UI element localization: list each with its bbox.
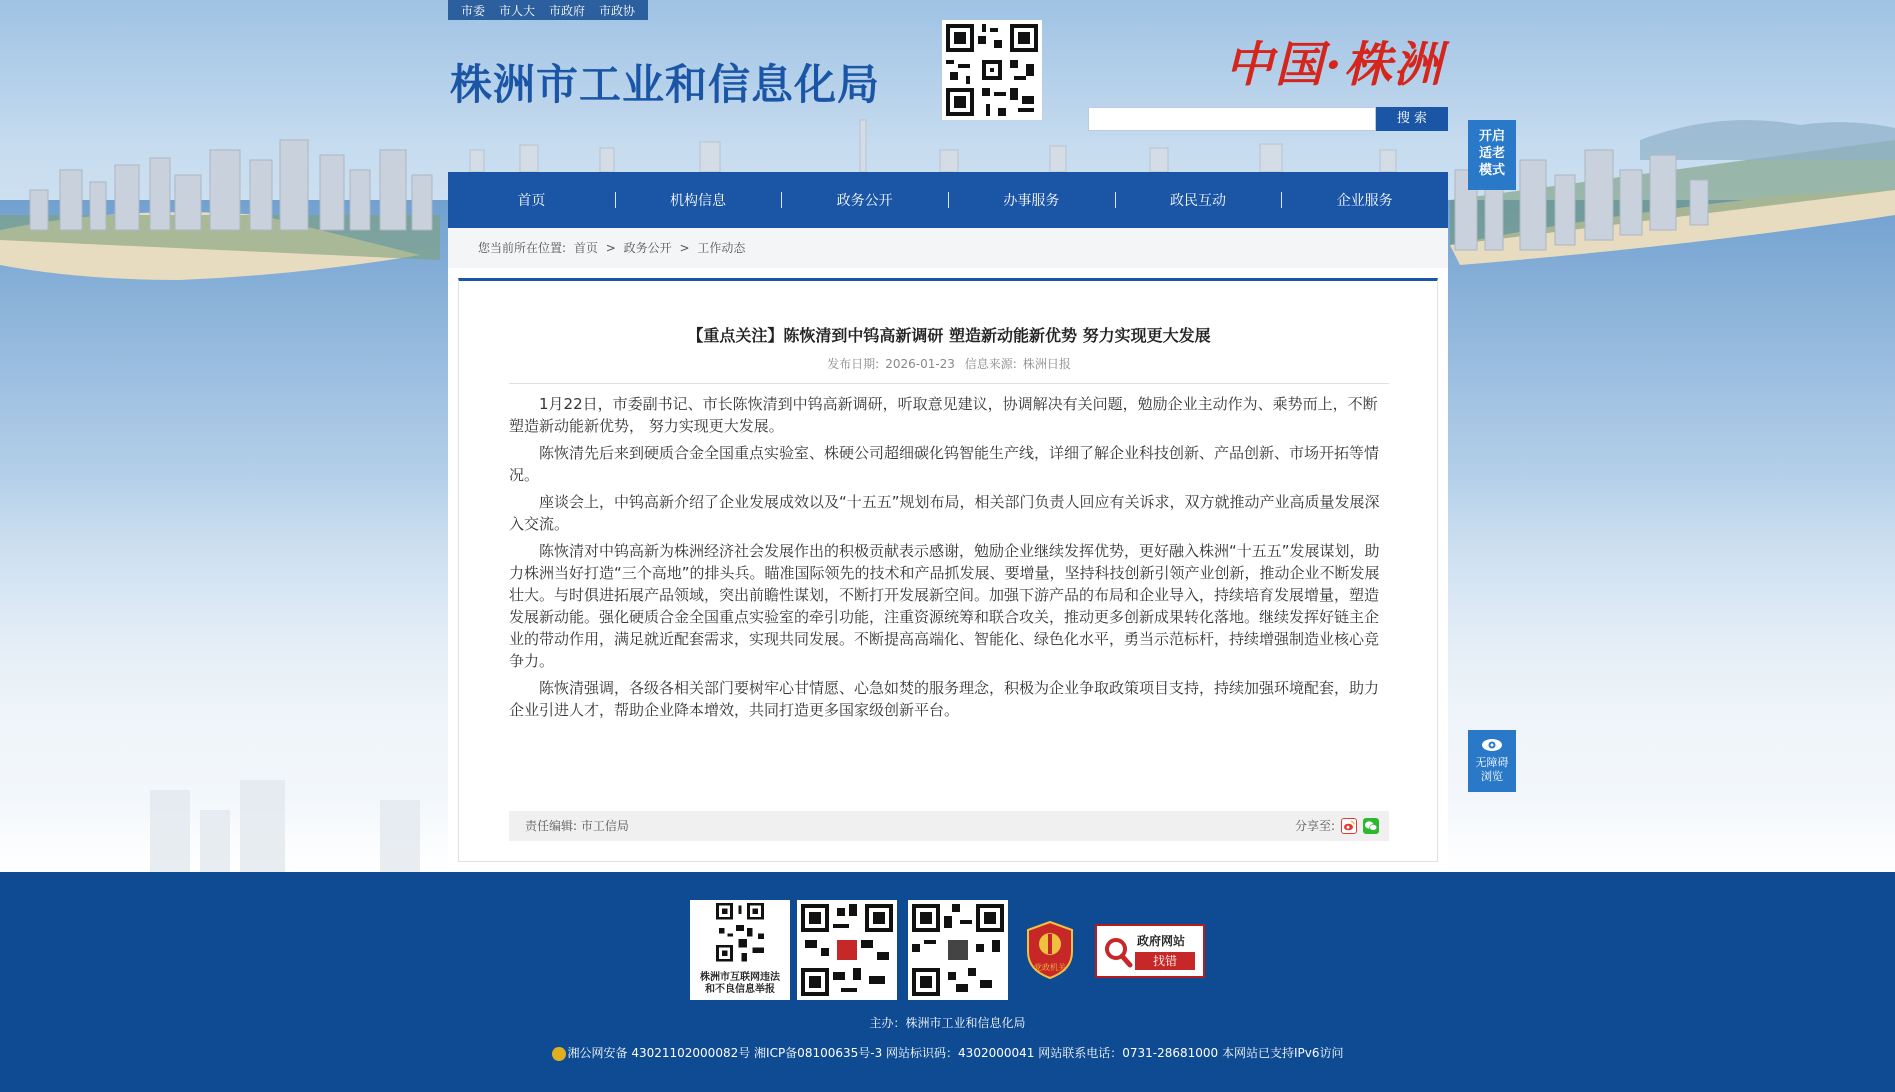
accessibility-button[interactable] bbox=[1468, 730, 1516, 792]
report-qr-caption bbox=[690, 972, 790, 996]
magnifier-icon bbox=[1103, 936, 1133, 968]
report-qr-code[interactable] bbox=[690, 900, 790, 1000]
breadcrumb-gov-affairs[interactable]: 政务公开 bbox=[623, 241, 672, 255]
emblem-label: 党政机关 bbox=[1034, 963, 1066, 972]
top-link-npc[interactable]: 市人大 bbox=[499, 3, 536, 18]
breadcrumb-home[interactable]: 首页 bbox=[573, 241, 598, 255]
site-footer bbox=[0, 872, 1895, 1092]
error-button-line1: 政府网站 bbox=[1137, 934, 1186, 948]
wechat-qr-code bbox=[797, 900, 897, 1000]
share-label: 分享至: bbox=[1294, 819, 1335, 833]
report-qr-caption-line1: 株洲市互联网违法 bbox=[700, 972, 780, 983]
article-body bbox=[509, 393, 1389, 726]
article-title: 【重点关注】陈恢清到中钨高新调研 塑造新动能新优势 努力实现更大发展 bbox=[687, 326, 1211, 345]
editor-value: 市工信局 bbox=[580, 819, 629, 833]
eye-icon bbox=[1481, 738, 1503, 752]
article-paragraph: 陈恢清强调，各级各相关部门要树牢心甘情愿、心急如焚的服务理念，积极为企业争取政策项目支持，持续加强环境配套，助力企业引进人才，帮助企业降本增效，共同打造更多国家级创新平台。 bbox=[509, 679, 1380, 719]
article-container bbox=[458, 278, 1438, 862]
top-link-party[interactable]: 市委 bbox=[461, 3, 486, 18]
nav-item-organization[interactable]: 机构信息 bbox=[615, 190, 782, 210]
article-paragraph: 陈恢清对中钨高新为株洲经济社会发展作出的积极贡献表示感谢，勉励企业继续发挥优势，更好融入株洲“十五五”发展谋划，助力株洲当好打造“三个高地”的排头兵。瞄准国际领先的技术和产品抓发展、要增量，坚持科技创新引领产业创新，推动企业不断发展壮大。与时俱进拓展产品领域，突出前瞻性谋划，不断打开发展新空间。加强下游产品的布局和企业导入，持续培育发展增量，塑造发展新动能。强化硬质合金全国重点实验室的牵引功能，注重资源统筹和联合攻关，推动更多创新成果转化落地。继续发挥好链主企业的带动作用，满足就近配套需求，实现共同发展。不断提高高端化、智能化、绿色化水平，勇当示范标杆，持续增强制造业核心竞争力。 bbox=[509, 542, 1380, 670]
main-content bbox=[448, 268, 1448, 872]
elder-mode-button[interactable] bbox=[1468, 120, 1516, 190]
publish-label: 发布日期: bbox=[827, 357, 880, 371]
error-button-line2: 找错 bbox=[1135, 952, 1195, 970]
footer-info-line bbox=[0, 1044, 1895, 1061]
breadcrumb-sep: > bbox=[605, 241, 616, 255]
footer-host: 主办：株洲市工业和信息化局 bbox=[869, 1016, 1026, 1030]
nav-item-home[interactable]: 首页 bbox=[517, 193, 546, 209]
source-label: 信息来源: bbox=[964, 357, 1017, 371]
search-input[interactable] bbox=[1088, 107, 1376, 131]
editor-label: 责任编辑: bbox=[525, 819, 578, 833]
nav-item-interaction[interactable]: 政民互动 bbox=[1115, 190, 1282, 210]
title-divider bbox=[509, 383, 1389, 384]
publish-date: 2026-01-23 bbox=[885, 357, 955, 371]
report-qr-caption-line2: 和不良信息举报 bbox=[705, 984, 775, 995]
weibo-share-icon[interactable] bbox=[1341, 818, 1357, 834]
breadcrumb-work-news[interactable]: 工作动态 bbox=[697, 241, 746, 255]
app-qr-code bbox=[908, 900, 1008, 1000]
source-value: 株洲日报 bbox=[1022, 357, 1071, 371]
top-link-gov[interactable]: 市政府 bbox=[549, 3, 586, 18]
nav-item-gov-affairs[interactable]: 政务公开 bbox=[781, 190, 948, 210]
breadcrumb-prefix: 您当前所在位置: bbox=[478, 241, 567, 255]
share-group bbox=[1295, 811, 1379, 841]
elder-mode-line2: 适老 bbox=[1478, 146, 1505, 161]
site-title: 株洲市工业和信息化局 bbox=[450, 60, 881, 109]
footer-info-text[interactable]: 湘公网安备 43021102000082号 湘ICP备08100635号-3 网站标识码：4302000041 网站联系电话：0731-28681000 本网站已支持IPv6访问 bbox=[567, 1046, 1344, 1060]
police-badge-icon bbox=[552, 1047, 566, 1061]
top-link-cppcc[interactable]: 市政协 bbox=[599, 3, 636, 18]
wechat-share-icon[interactable] bbox=[1363, 818, 1379, 834]
article-meta bbox=[459, 355, 1439, 372]
elder-mode-line3: 模式 bbox=[1478, 163, 1505, 178]
article-paragraph: 座谈会上，中钨高新介绍了企业发展成效以及“十五五”规划布局，相关部门负责人回应有关诉求，双方就推动产业高质量发展深入交流。 bbox=[509, 493, 1380, 533]
elder-mode-line1: 开启 bbox=[1478, 129, 1505, 144]
breadcrumb-sep: > bbox=[679, 241, 690, 255]
article-paragraph: 1月22日，市委副书记、市长陈恢清到中钨高新调研，听取意见建议，协调解决有关问题，勉励企业主动作为、乘势而上，不断塑造新动能新优势， 努力实现更大发展。 bbox=[509, 395, 1378, 435]
breadcrumb bbox=[448, 228, 1448, 268]
article-footer-bar bbox=[509, 811, 1389, 841]
accessibility-line1: 无障碍 bbox=[1475, 756, 1509, 769]
header-qr-code bbox=[942, 20, 1042, 120]
article-paragraph: 陈恢清先后来到硬质合金全国重点实验室、株硬公司超细碳化钨智能生产线，详细了解企业科技创新、产品创新、市场开拓等情况。 bbox=[509, 444, 1380, 484]
nav-item-enterprise[interactable]: 企业服务 bbox=[1281, 190, 1448, 210]
search-button[interactable]: 搜 索 bbox=[1376, 107, 1448, 131]
gov-site-error-report-button[interactable] bbox=[1095, 924, 1205, 978]
top-links-bar bbox=[448, 0, 648, 20]
accessibility-line2: 浏览 bbox=[1481, 770, 1503, 783]
nav-item-services[interactable]: 办事服务 bbox=[948, 190, 1115, 210]
party-gov-emblem-icon[interactable] bbox=[1025, 920, 1075, 980]
china-zhuzhou-logo: 中国·株洲 bbox=[1225, 37, 1444, 93]
main-nav bbox=[448, 172, 1448, 228]
